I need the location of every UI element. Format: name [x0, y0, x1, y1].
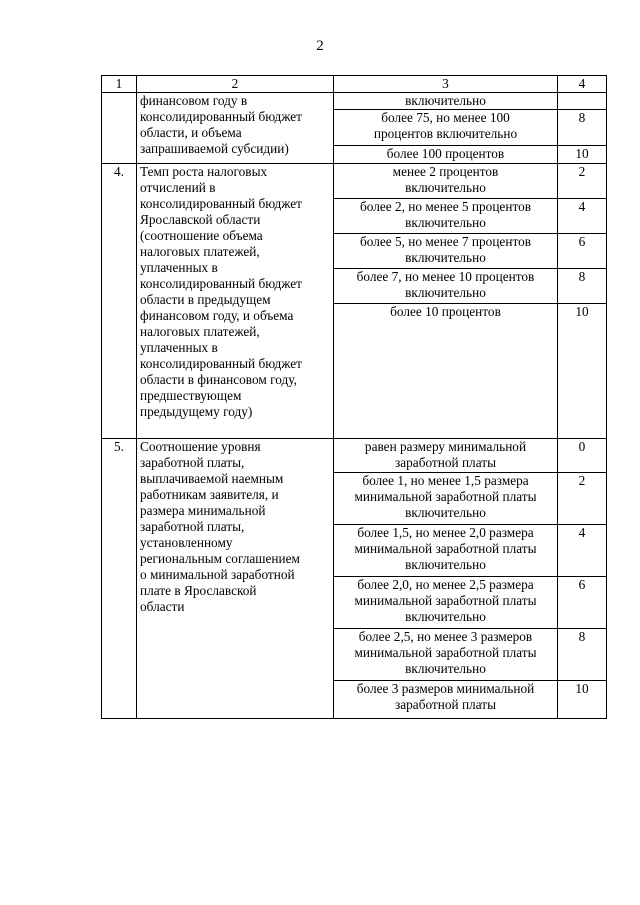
criterion-line: запрашиваемой субсидии)	[140, 141, 289, 156]
score-cell: 2	[558, 164, 607, 199]
condition-line: более 10 процентов	[390, 304, 501, 319]
condition-cell	[334, 525, 558, 577]
page-number: 2	[316, 38, 324, 54]
score-cell: 0	[558, 439, 607, 473]
condition-cell	[334, 269, 558, 304]
condition-line: более 3 размеров минимальной	[356, 681, 535, 696]
criterion-line: установленному	[140, 535, 233, 550]
condition-line: минимальной заработной платы	[354, 541, 537, 556]
score-cell: 2	[558, 473, 607, 525]
criterion-line: предшествующем	[140, 388, 242, 403]
condition-line: минимальной заработной платы	[354, 645, 537, 660]
criterion-line: региональным соглашением	[140, 551, 300, 566]
condition-line: более 1,5, но менее 2,0 размера	[357, 525, 534, 540]
condition-line: менее 2 процентов	[392, 164, 499, 179]
condition-line: заработной платы	[394, 455, 496, 470]
condition-line: равен размеру минимальной	[364, 439, 527, 454]
criterion-line: налоговых платежей,	[140, 244, 260, 259]
criterion-line: консолидированный бюджет	[140, 109, 302, 124]
condition-cell	[334, 304, 558, 439]
condition-cell	[334, 577, 558, 629]
criterion-name	[137, 93, 334, 164]
criterion-line: области, и объема	[140, 125, 242, 140]
condition-cell	[334, 110, 558, 146]
criterion-line: финансовом году в	[140, 93, 248, 108]
criterion-line: плате в Ярославской	[140, 583, 257, 598]
criterion-line: уплаченных в	[140, 340, 218, 355]
condition-line: включительно	[405, 505, 486, 520]
condition-cell	[334, 473, 558, 525]
condition-line: включительно	[405, 609, 486, 624]
score-cell: 4	[558, 525, 607, 577]
condition-line: более 2, но менее 5 процентов	[359, 199, 532, 214]
criterion-line: области	[140, 599, 185, 614]
condition-line: более 5, но менее 7 процентов	[359, 234, 532, 249]
column-header: 3	[334, 76, 558, 93]
score-cell: 8	[558, 110, 607, 146]
condition-line: более 7, но менее 10 процентов	[356, 269, 535, 284]
criterion-line: размера минимальной	[140, 503, 266, 518]
criterion-line: финансовом году, и объема	[140, 308, 294, 323]
criterion-line: Соотношение уровня	[140, 439, 261, 454]
condition-cell	[334, 439, 558, 473]
condition-line: более 100 процентов	[386, 146, 505, 161]
score-cell: 6	[558, 577, 607, 629]
condition-line: более 2,0, но менее 2,5 размера	[357, 577, 534, 592]
criterion-line: заработной платы,	[140, 455, 245, 470]
condition-line: минимальной заработной платы	[354, 593, 537, 608]
condition-line: более 75, но менее 100	[381, 110, 510, 125]
header-row	[102, 76, 607, 93]
criterion-line: предыдущему году)	[140, 404, 253, 419]
condition-line: включительно	[405, 661, 486, 676]
criterion-line: налоговых платежей,	[140, 324, 260, 339]
criterion-line: выплачиваемой наемным	[140, 471, 284, 486]
condition-line: минимальной заработной платы	[354, 489, 537, 504]
criterion-line: консолидированный бюджет	[140, 356, 302, 371]
criterion-number: 5.	[102, 439, 137, 719]
criterion-line: уплаченных в	[140, 260, 218, 275]
condition-line: включительно	[405, 557, 486, 572]
table-row	[102, 164, 607, 199]
column-header: 4	[558, 76, 607, 93]
score-cell: 10	[558, 304, 607, 439]
column-header: 2	[137, 76, 334, 93]
condition-line: заработной платы	[394, 697, 496, 712]
condition-cell	[334, 234, 558, 269]
criterion-line: отчислений в	[140, 180, 216, 195]
condition-cell	[334, 164, 558, 199]
criterion-line: области в финансовом году,	[140, 372, 297, 387]
condition-cell	[334, 199, 558, 234]
score-cell: 6	[558, 234, 607, 269]
condition-line: включительно	[405, 285, 486, 300]
condition-line: включительно	[405, 180, 486, 195]
score-cell: 8	[558, 629, 607, 681]
condition-cell	[334, 629, 558, 681]
condition-line: более 2,5, но менее 3 размеров	[358, 629, 533, 644]
criterion-line: Темп роста налоговых	[140, 164, 268, 179]
condition-line: процентов включительно	[373, 126, 518, 141]
criterion-name	[137, 164, 334, 439]
criterion-line: консолидированный бюджет	[140, 276, 302, 291]
condition-line: включительно	[405, 93, 486, 108]
condition-line: включительно	[405, 250, 486, 265]
criterion-name	[137, 439, 334, 719]
criterion-line: области в предыдущем	[140, 292, 271, 307]
score-cell: 8	[558, 269, 607, 304]
condition-line: включительно	[405, 215, 486, 230]
criterion-line: (соотношение объема	[140, 228, 263, 243]
condition-cell	[334, 93, 558, 110]
criterion-line: заработной платы,	[140, 519, 245, 534]
condition-cell	[334, 146, 558, 164]
table-row	[102, 93, 607, 110]
criterion-line: о минимальной заработной	[140, 567, 295, 582]
criterion-number	[102, 93, 137, 164]
score-cell: 10	[558, 681, 607, 719]
criterion-line: Ярославской области	[140, 212, 261, 227]
score-cell	[558, 93, 607, 110]
condition-line: более 1, но менее 1,5 размера	[362, 473, 529, 488]
criteria-table	[101, 75, 607, 719]
table-row	[102, 439, 607, 473]
criterion-line: работникам заявителя, и	[140, 487, 279, 502]
condition-cell	[334, 681, 558, 719]
score-cell: 10	[558, 146, 607, 164]
criterion-line: консолидированный бюджет	[140, 196, 302, 211]
score-cell: 4	[558, 199, 607, 234]
column-header: 1	[102, 76, 137, 93]
criterion-number: 4.	[102, 164, 137, 439]
